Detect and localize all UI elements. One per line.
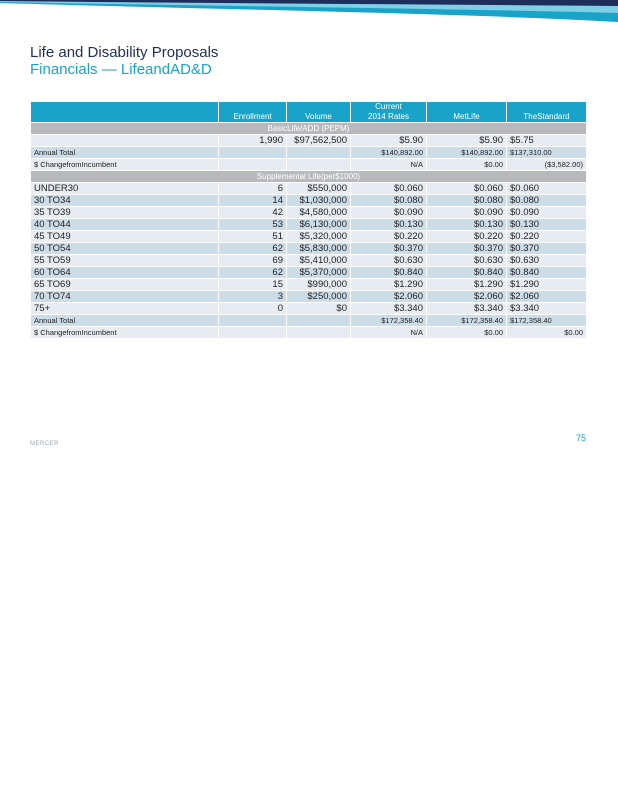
metlife-cell: $0.630 <box>427 255 507 267</box>
current-rate-cell: $1.290 <box>351 279 427 291</box>
section-row-supplemental <box>31 171 587 183</box>
enrollment-cell <box>219 147 287 159</box>
thestandard-cell: $5.75 <box>507 135 587 147</box>
volume-cell: $0 <box>287 303 351 315</box>
table-row <box>31 207 587 219</box>
row-label <box>31 135 219 147</box>
header-blank <box>31 102 219 123</box>
table-row <box>31 135 587 147</box>
current-rate-cell: $0.840 <box>351 267 427 279</box>
metlife-cell: $0.370 <box>427 243 507 255</box>
section-row-basic <box>31 123 587 135</box>
current-rate-cell: $140,892.00 <box>351 147 427 159</box>
metlife-cell: $0.130 <box>427 219 507 231</box>
volume-cell: $1,030,000 <box>287 195 351 207</box>
thestandard-cell: $0.130 <box>507 219 587 231</box>
enrollment-cell: 69 <box>219 255 287 267</box>
volume-cell: $5,370,000 <box>287 267 351 279</box>
row-label: $ ChangefromIncumbent <box>31 159 219 171</box>
metlife-cell: $0.060 <box>427 183 507 195</box>
thestandard-cell: $1.290 <box>507 279 587 291</box>
enrollment-cell: 51 <box>219 231 287 243</box>
row-label: Annual Total <box>31 147 219 159</box>
volume-cell <box>287 315 351 327</box>
row-label: 75+ <box>31 303 219 315</box>
volume-cell: $550,000 <box>287 183 351 195</box>
thestandard-cell: $0.00 <box>507 327 587 339</box>
volume-cell: $250,000 <box>287 291 351 303</box>
row-label: 70 TO74 <box>31 291 219 303</box>
current-rate-cell: $3.340 <box>351 303 427 315</box>
enrollment-cell: 62 <box>219 243 287 255</box>
thestandard-cell: $0.630 <box>507 255 587 267</box>
thestandard-cell: $0.220 <box>507 231 587 243</box>
thestandard-cell: $0.840 <box>507 267 587 279</box>
enrollment-cell: 3 <box>219 291 287 303</box>
page-title: Life and Disability Proposals <box>30 44 219 61</box>
row-label: UNDER30 <box>31 183 219 195</box>
current-rate-cell: $0.630 <box>351 255 427 267</box>
row-label: Annual Total <box>31 315 219 327</box>
volume-cell: $5,830,000 <box>287 243 351 255</box>
table-header-row <box>31 102 587 123</box>
thestandard-cell: $0.090 <box>507 207 587 219</box>
enrollment-cell <box>219 315 287 327</box>
table-row-change <box>31 159 587 171</box>
current-rate-cell: $5.90 <box>351 135 427 147</box>
table-row <box>31 267 587 279</box>
header-enrollment: Enrollment <box>219 102 287 123</box>
table-row-change <box>31 327 587 339</box>
current-rate-cell: $2.060 <box>351 291 427 303</box>
enrollment-cell: 1,990 <box>219 135 287 147</box>
current-rate-cell: $0.060 <box>351 183 427 195</box>
thestandard-cell: $0.370 <box>507 243 587 255</box>
page-number: 75 <box>575 433 586 443</box>
volume-cell: $4,580,000 <box>287 207 351 219</box>
row-label: 40 TO44 <box>31 219 219 231</box>
enrollment-cell: 15 <box>219 279 287 291</box>
page-subtitle: Financials — LifeandAD&D <box>30 61 212 78</box>
metlife-cell: $172,358.40 <box>427 315 507 327</box>
row-label: 50 TO54 <box>31 243 219 255</box>
thestandard-cell: $3.340 <box>507 303 587 315</box>
volume-cell <box>287 147 351 159</box>
header-wave-banner <box>0 0 618 22</box>
header-current-2014-rates <box>351 102 427 123</box>
thestandard-cell: $172,358.40 <box>507 315 587 327</box>
volume-cell <box>287 327 351 339</box>
metlife-cell: $1.290 <box>427 279 507 291</box>
thestandard-cell: $0.060 <box>507 183 587 195</box>
metlife-cell: $0.00 <box>427 159 507 171</box>
metlife-cell: $140,892.00 <box>427 147 507 159</box>
metlife-cell: $0.840 <box>427 267 507 279</box>
row-label: $ ChangefromIncumbent <box>31 327 219 339</box>
thestandard-cell: $2.060 <box>507 291 587 303</box>
header-volume: Volume <box>287 102 351 123</box>
metlife-cell: $2.060 <box>427 291 507 303</box>
table-row-annual-total <box>31 147 587 159</box>
row-label: 30 TO34 <box>31 195 219 207</box>
volume-cell: $6,130,000 <box>287 219 351 231</box>
table-body <box>31 123 587 315</box>
enrollment-cell: 6 <box>219 183 287 195</box>
enrollment-cell: 42 <box>219 207 287 219</box>
table-row <box>31 231 587 243</box>
metlife-cell: $0.00 <box>427 327 507 339</box>
table-row <box>31 219 587 231</box>
row-label: 35 TO39 <box>31 207 219 219</box>
row-label: 55 TO59 <box>31 255 219 267</box>
table-row <box>31 195 587 207</box>
current-rate-cell: $172,358.40 <box>351 315 427 327</box>
header-thestandard: TheStandard <box>507 102 587 123</box>
financials-table <box>30 101 587 339</box>
table-row <box>31 303 587 315</box>
volume-cell <box>287 159 351 171</box>
enrollment-cell <box>219 159 287 171</box>
thestandard-cell: ($3,582.00) <box>507 159 587 171</box>
table-row <box>31 183 587 195</box>
metlife-cell: $5.90 <box>427 135 507 147</box>
header-metlife: MetLife <box>427 102 507 123</box>
enrollment-cell <box>219 327 287 339</box>
thestandard-cell: $0.080 <box>507 195 587 207</box>
volume-cell: $97,562,500 <box>287 135 351 147</box>
table-row <box>31 279 587 291</box>
mercer-logo: MERCER <box>30 441 60 447</box>
table-row <box>31 243 587 255</box>
enrollment-cell: 0 <box>219 303 287 315</box>
section-label: Supplemental Life(per$1000) <box>31 171 587 183</box>
current-rate-cell: $0.130 <box>351 219 427 231</box>
table-row <box>31 291 587 303</box>
row-label: 60 TO64 <box>31 267 219 279</box>
table-body-totals <box>31 315 587 339</box>
table-row-annual-total <box>31 315 587 327</box>
current-rate-cell: $0.090 <box>351 207 427 219</box>
row-label: 65 TO69 <box>31 279 219 291</box>
current-rate-cell: N/A <box>351 159 427 171</box>
row-label: 45 TO49 <box>31 231 219 243</box>
enrollment-cell: 53 <box>219 219 287 231</box>
enrollment-cell: 14 <box>219 195 287 207</box>
current-rate-cell: $0.370 <box>351 243 427 255</box>
metlife-cell: $0.090 <box>427 207 507 219</box>
thestandard-cell: $137,310.00 <box>507 147 587 159</box>
enrollment-cell: 62 <box>219 267 287 279</box>
volume-cell: $990,000 <box>287 279 351 291</box>
metlife-cell: $3.340 <box>427 303 507 315</box>
current-rate-cell: N/A <box>351 327 427 339</box>
section-label: BasicLife/ADD (PEPM) <box>31 123 587 135</box>
current-rate-cell: $0.220 <box>351 231 427 243</box>
header-current-line: Current <box>375 102 402 111</box>
volume-cell: $5,410,000 <box>287 255 351 267</box>
metlife-cell: $0.220 <box>427 231 507 243</box>
header-rates-line: 2014 Rates <box>368 112 409 121</box>
metlife-cell: $0.080 <box>427 195 507 207</box>
current-rate-cell: $0.080 <box>351 195 427 207</box>
volume-cell: $5,320,000 <box>287 231 351 243</box>
table-row <box>31 255 587 267</box>
